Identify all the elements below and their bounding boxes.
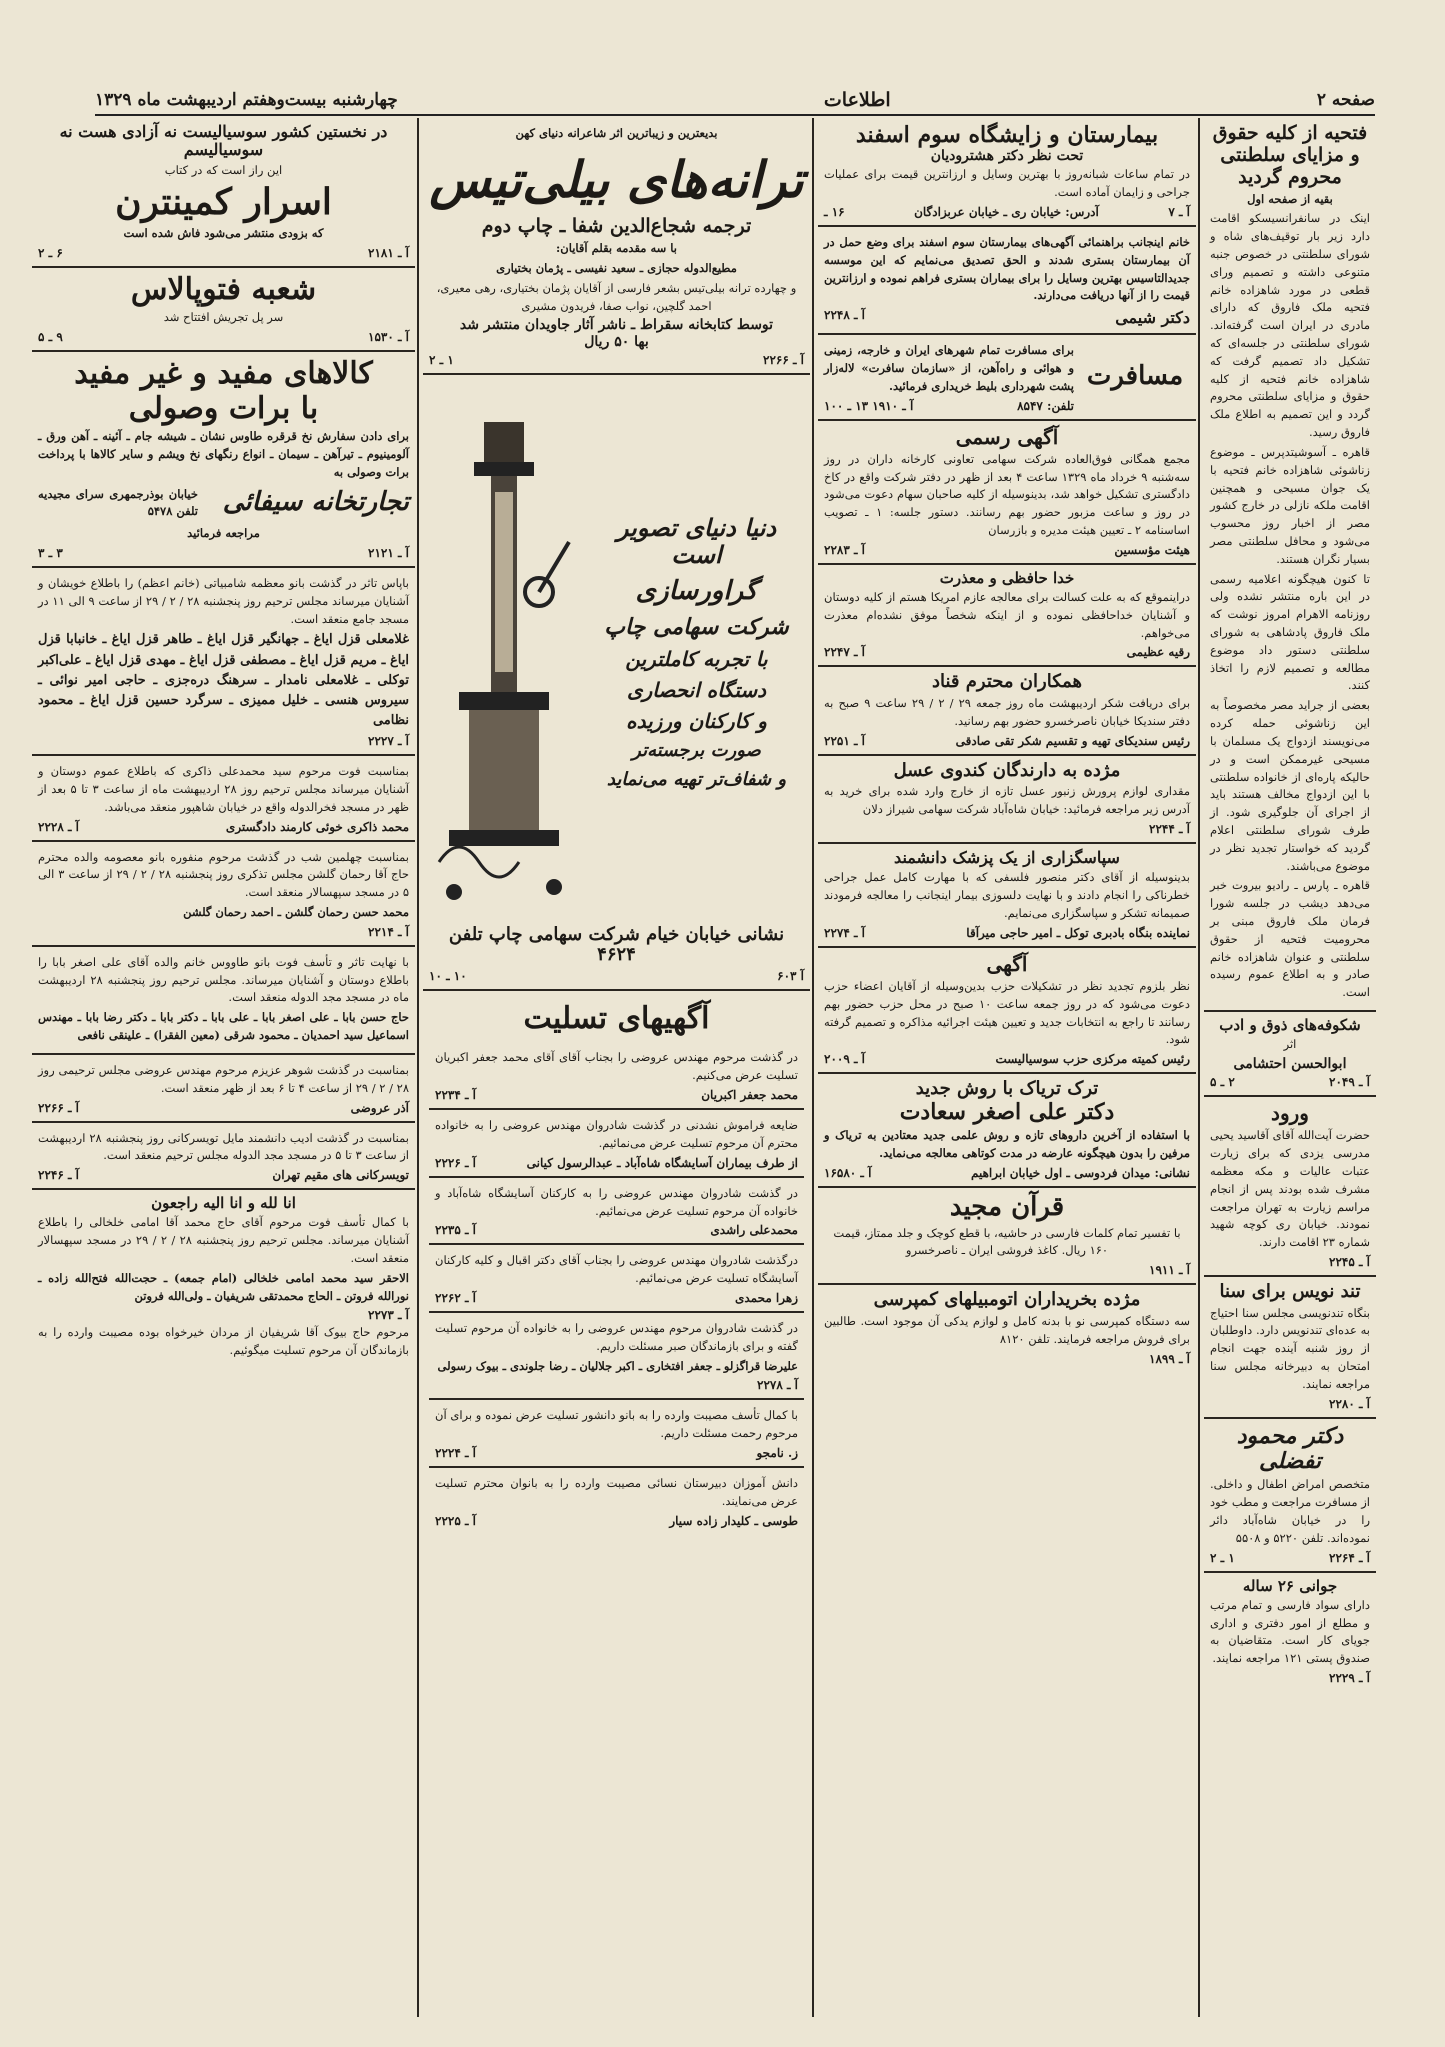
doctor-ad <box>1204 1419 1376 1573</box>
ad-title: مژده بخریداران اتومبیلهای کمپرسی <box>873 1289 1141 1311</box>
notice-footer: رئیس سندیکای تهیه و تقسیم شکر تقی صادقی آ ـ ۲۲۵۱ <box>824 733 1190 748</box>
notice-body: بمناسبت در گذشت ادیب دانشمند مایل تویسرکانی روز پنجشنبه ۲۸ اردیبهشت از ساعت ۳ تا ۵ در مسجد مجد الدوله مجلس ترحیم منعقد است. <box>38 1130 409 1163</box>
company-name: تجارتخانه سیفائی <box>222 487 409 518</box>
ad-author: ابوالحسن احتشامی <box>1233 1056 1347 1073</box>
notice-body: برای دریافت شکر اردیبهشت ماه روز جمعه ۲۹ / ۲ / ۲۹ ساعت ۹ صبح به دفتر سندیکا خیابان ناصرخسرو حضور بهم رسانید. <box>824 696 1191 728</box>
condolence-code: آ ـ ۲۲۷۸ <box>757 1378 798 1393</box>
slogan-line: و کارکنان ورزیده <box>626 709 767 734</box>
condolence-footer: طوسی ـ کلیدار زاده سیار آ ـ ۲۲۲۵ <box>435 1513 798 1528</box>
notice-names: غلامعلی قزل ایاغ ـ جهانگیر قزل ایاغ ـ طاهر قزل ایاغ ـ خانبابا قزل ایاغ ـ مریم قزل ایاغ ـ مصطفی قزل ایاغ ـ مهدی قزل ایاغ ـ علی‌اکبر توکلی ـ غلامعلی نامدار ـ سرهنگ دره‌جزی ـ حاجی امیر نوائی ـ سیروس هنسی ـ خلیل ممیزی ـ سرگرد حسین قزل ایاغ ـ محمود نظامی <box>38 632 409 728</box>
thanks-notice <box>818 844 1196 948</box>
hospital-ad <box>818 118 1196 227</box>
newspaper-name: اطلاعات <box>823 89 891 111</box>
opium-treatment-ad <box>818 1074 1196 1188</box>
notice-names: حاج حسن بابا ـ علی اصغر بابا ـ علی بابا ـ دکتر بابا ـ دکتر رضا بابا ـ مهندس اسماعیل سید احمدیان ـ محمود شرقی (معین الفقرا) ـ علینقی نافعی <box>38 1010 409 1043</box>
ad-body: بنگاه تندنویسی مجلس سنا احتیاج به عده‌ای تندنویس دارد. داوطلبان از روز شنبه آینده جهت انجام امتحان به دبیرخانه مجلس سنا مراجعه نمایند. <box>1210 1305 1370 1391</box>
ad-end: مراجعه فرمائید <box>187 526 260 541</box>
slogan-line: شرکت سهامی چاپ <box>604 613 789 640</box>
notice-footer: محمد ذاکری خوئی کارمند دادگستری آ ـ ۲۲۲۸ <box>38 819 409 834</box>
condolence-body: در گذشت مرحوم مهندس عروضی را بجناب آقای آقای محمد جعفر اکبریان تسلیت عرض می‌کنیم. <box>435 1050 798 1083</box>
article-headline: فتحیه از کلیه حقوق و مزایای سلطنتی محروم گردید <box>1212 122 1368 188</box>
notice-body: بمناسبت فوت مرحوم سید محمدعلی ذاکری که باطلاع عموم دوستان و آشنایان میرساند مجلس ترحیم روز ۲۸ اردیبهشت ماه از ساعت ۳ تا ۵ بعد از ظهر در مسجد فخرالدوله واقع در خیابان شاهپور منعقد می‌باشد. <box>38 764 409 814</box>
notice-body: باپاس تاثر در گذشت بانو معظمه شامبیاتی (خانم اعظم) را باطلاع خویشان و آشنایان میرساند مجلس ترحیم روز پنجشنبه ۲۸ / ۲ / ۲۹ از ساعت ۹ الی ۱۱ در مسجد جامع منعقد است. <box>38 575 409 626</box>
page-number: صفحه ۲ <box>1316 90 1375 110</box>
condolence-item <box>429 1245 804 1313</box>
condolence-item <box>429 1468 804 1534</box>
ad-subtitle: تحت نظر دکتر هشترودیان <box>930 148 1084 165</box>
ad-title: قرآن مجید <box>949 1191 1065 1222</box>
notice-title: آگهی <box>986 951 1028 976</box>
ad-body: برای مسافرت تمام شهرهای ایران و خارجه، زمینی و هوائی و راه‌آهن، از «سازمان سافرت» لاله‌زار پشت شهرداری بلیط خریداری فرمائید. <box>824 343 1074 393</box>
ad-names: مطیع‌الدوله حجازی ـ سعید نفیسی ـ پژمان بختیاری <box>496 260 737 275</box>
confectioners-notice <box>818 667 1196 755</box>
ad-publisher: توسط کتابخانه سقراط ـ ناشر آثار جاویدان منتشر شد <box>459 317 774 334</box>
notice-body: نظر بلزوم تجدید نظر در تشکیلات حزب بدین‌وسیله از آقایان اعضاء حزب دعوت می‌شود که در روز جمعه ساعت ۱۰ صبح در محل حزب حضور بهم رسانند تا راجع به انتخابات جدید و تعیین هیئت اجرائیه مذاکره و تصمیم گرفته شود. <box>824 978 1190 1047</box>
notice-title: انا لله و انا الیه راجعون <box>151 1194 296 1213</box>
ad-code: آ ـ ۱۹۱۱ <box>1149 1263 1190 1278</box>
ad-title: اسرار کمینترن <box>115 180 332 223</box>
doctor-name: دکتر محمود تفضلی <box>1236 1422 1344 1474</box>
photo-palace-ad <box>32 268 415 352</box>
ad-title: ترانه‌های بیلی‌تیس <box>429 149 804 209</box>
notice-signers: محمد حسن رحمان گلشن ـ احمد رحمان گلشن <box>183 905 409 919</box>
ad-translator: ترجمه شجاع‌الدین شفا ـ چاپ دوم <box>481 215 752 238</box>
ad-body: خانم اینجانب براهنمائی آگهی‌های بیمارستان سوم اسفند برای وضع حمل در آن بیمارستان بستری شدند و الحق تصدیق می‌نمایم که این موسسه جدیدالتاسیس بهترین وسایل را برای بیماران بستری فراهم نموده و ارزانترین قیمت را از آنها دریافت می‌دارند. <box>824 235 1190 303</box>
ad-address: نشانی خیابان خیام شرکت سهامی چاپ تلفن ۴۶۲۴ <box>448 923 785 966</box>
farewell-notice <box>818 565 1196 668</box>
ad-footer: آ ـ ۷ آدرس: خیابان ری ـ خیابان عربزادگان ۱۶ ـ <box>824 205 1190 220</box>
comintern-book-ad <box>32 118 415 268</box>
memorial-notice <box>32 1123 415 1191</box>
ad-body: با استفاده از آخرین داروهای تازه و روش علمی جدید معتادین به تریاک و مرفین را بدون هیچگونه عارضه در مدت کوتاهی معالجه می‌نماید. <box>824 1128 1190 1160</box>
column-divider <box>417 118 419 2017</box>
ad-body: با تفسیر تمام کلمات فارسی در حاشیه، با قطع کوچک و جلد ممتاز، قیمت ۱۶۰ ریال. کاغذ فروشی ایران ـ ناصرخسرو <box>833 1225 1181 1258</box>
issue-date: چهارشنبه بیست‌وهفتم اردیبهشت ماه ۱۳۲۹ <box>95 90 398 110</box>
notice-title: همکاران محترم قناد <box>931 671 1083 693</box>
condolence-footer: محمد جعفر اکبریان آ ـ ۲۲۳۴ <box>435 1088 798 1103</box>
notice-footer: رئیس کمیته مرکزی حزب سوسیالیست آ ـ ۲۰۰۹ <box>824 1052 1190 1067</box>
slogan-line: با تجربه کاملترین <box>625 647 768 672</box>
fathieh-article <box>1204 118 1376 1012</box>
ad-title: ترک تریاک با روش جدید <box>915 1078 1099 1100</box>
testimonial-ad <box>818 227 1196 335</box>
notice-body: مجمع همگانی فوق‌العاده شرکت سهامی تعاونی کارخانه داران در روز سه‌شنبه ۹ خرداد ماه ۱۳۲۹ ساعت ۴ بعد از ظهر در دفتر شرکت واقع در کاخ دادگستری تشکیل خواهد شد، بدینوسیله از کلیه صاحبان سهام دعوت می‌شود در روز و ساعت مزبور حضور بهم رسانند. دستور جلسه: ۱ ـ تصویب اساسنامه ۲ ـ تعیین هیئت مدیره و بازرسان <box>824 451 1190 537</box>
ad-footer: نشانی: میدان فردوسی ـ اول خیابان ابراهیم آ ـ ۱۶۵۸۰ <box>824 1165 1190 1180</box>
ad-title: جوانی ۲۶ ساله <box>1242 1576 1338 1595</box>
ad-tagline: در نخستین کشور سوسیالیست نه آزادی هست نه سوسیالیسم <box>59 122 388 160</box>
condolence-item <box>429 1110 804 1178</box>
goods-ad <box>32 352 415 568</box>
memorial-notice <box>32 842 415 947</box>
condolence-footer: از طرف بیماران آسایشگاه شاه‌آباد ـ عبدالرسول کیانی آ ـ ۲۲۲۶ <box>435 1155 798 1170</box>
notice-footer: تویسرکانی های مقیم تهران آ ـ ۲۲۴۶ <box>38 1168 409 1183</box>
notice-body: با کمال تأسف فوت مرحوم آقای حاج محمد آقا امامی خلخالی را باطلاع آشنایان میرساند. مجلس ترحیم روز پنجشنبه ۲۸ / ۲ / ۲۹ در مسجد سپهسالار منعقد است. <box>38 1215 409 1265</box>
article-continuation: بقیه از صفحه اول <box>1247 191 1333 206</box>
ad-code: آ ـ ۲۱۲۱ ۳ ـ ۳ <box>38 545 409 560</box>
memorial-notice <box>32 568 415 756</box>
ad-code: آ ـ ۲۲۶۴ ۱ ـ ۲ <box>1210 1550 1370 1565</box>
ad-body: سه دستگاه کمپرسی نو با بدنه کامل و لوازم یدکی آن موجود است. طالبین برای فروش مراجعه فرمایند. تلفن ۸۱۲۰ <box>824 1313 1190 1346</box>
book-ad-shokufeh <box>1204 1012 1376 1097</box>
ad-body: که بزودی منتشر می‌شود فاش شده است <box>123 225 324 240</box>
article-body: اینک در سانفرانسیسکو اقامت دارد زیر بار توقیف‌های شاه و شورای سلطنتی در خصوص جنبه متنوعی داشته و تصمیم ورای قطعی در مورد شاهزاده خانم فتحیه ملک فاروق که دارای مادری در ایران است گرفته‌اند. شورای سلطنتی در جلسه‌ای که تشکیل داد تصمیم گرفت که شاهزاده خانم فتحیه از کلیه حقوق و مزایای سلطنتی محروم گردد و این تصمیم به اطلاع ملک فاروق رسید. <box>1210 211 1370 440</box>
column-left <box>32 118 415 2017</box>
notice-body: بمناسبت در گذشت شوهر عزیزم مرحوم مهندس عروضی مجلس ترحیمی روز ۲۸ / ۲ / ۲۹ از ساعت ۴ تا ۶ بعد از ظهر منعقد است. <box>38 1062 409 1095</box>
ad-code: آ ـ ۲۰۴۹ ۲ ـ ۵ <box>1210 1075 1370 1090</box>
ad-subtitle: با برات وصولی <box>128 390 319 426</box>
condolence-footer: ز. نامجو آ ـ ۲۲۲۴ <box>435 1446 798 1461</box>
ad-extra: و چهارده ترانه بیلی‌تیس بشعر فارسی از آقایان پژمان بختیاری، رهی معیری، احمد گلچین، نواب صفا، فریدون مشیری <box>436 280 797 313</box>
article-paragraph: بعضی از جراید مصر مخصوصاً به این زناشوئی حمله کرده می‌نویسند ازدواج یک مسلمان با مسیحی غیرممکن است و در حالیکه پاره‌ای از خانواده سلطنتی با این ازدواج مخالف هستند باید از اجرای آن جلوگیری شود. از طرف شورای سلطنتی اعلام گردید که خواستار تجدید نظر در موضوع می‌باشند. <box>1210 698 1370 873</box>
article-paragraph: تا کنون هیچگونه اعلامیه رسمی در این باره منتشر نشده ولی روزنامه الاهرام امروز نوشت که ملک فاروق پادشاهی به شورای سلطنتی دستور داد موضوع مطالعه و تصمیم لازم را اتخاذ کنند. <box>1210 571 1370 693</box>
slogan-line: صورت برجسته‌تر <box>632 740 761 762</box>
printing-slogans <box>589 514 804 791</box>
printing-company-ad <box>423 375 810 991</box>
ad-title: مسافرت <box>1086 360 1184 391</box>
notice-footer: رقیه عظیمی آ ـ ۲۲۴۷ <box>824 645 1190 660</box>
ad-price: بها ۵۰ ریال <box>584 333 649 350</box>
column-divider <box>1198 118 1200 2017</box>
notice-title: ورود <box>1271 1101 1309 1126</box>
official-notice <box>818 421 1196 565</box>
column-divider <box>812 118 814 2017</box>
printing-press-illustration <box>429 392 579 912</box>
notice-body: دراینموقع که به علت کسالت برای معالجه عازم امریکا هستم از کلیه دوستان و آشنایان خداحافظی نموده و از اینکه شخصاً موفق نشده‌ام معذرت می‌خواهم. <box>824 590 1190 640</box>
ad-footer: دکتر شیمی آ ـ ۲۲۴۸ <box>824 308 1190 328</box>
doctor-body: متخصص امراض اطفال و داخلی. از مسافرت مراجعت و مطب خود را در خیابان شاه‌آباد دائر نموده‌اند. تلفن ۵۲۲۰ و ۵۵۰۸ <box>1210 1477 1370 1545</box>
condolence-item <box>429 1178 804 1246</box>
notice-footer: آذر عروضی آ ـ ۲۲۶۶ <box>38 1100 409 1115</box>
notice-body: بدینوسیله از آقای دکتر منصور فلسفی که با مهارت کامل عمل جراحی خطرناکی را انجام دادند و با نهایت دلسوزی بیمار اینجانب را معالجه فرمودند صمیمانه تشکر و سپاسگزاری می‌نمایم. <box>824 870 1190 921</box>
beekeeping-ad <box>818 756 1196 844</box>
job-seeker-ad <box>1204 1573 1376 1692</box>
condolence-body: با کمال تأسف مصیبت وارده را به بانو دانشور تسلیت عرض نموده و برای آن مرحوم رحمت مسئلت داریم. <box>435 1408 798 1441</box>
notice-end: مرحوم حاج بیوک آقا شریفیان از مردان خیرخواه بوده مصیبت وارده را به بازماندگان آن مرحوم تسلیت میگوئیم. <box>38 1325 409 1358</box>
taraneh-book-ad <box>423 118 810 375</box>
ad-title: مژده به دارندگان کندوی عسل <box>893 759 1121 781</box>
notice-body: بمناسبت چهلمین شب در گذشت مرحوم منفوره بانو معصومه والده محترم حاج آقا رحمان گلشن مجلس تذکری روز پنجشنبه ۲۸ / ۲ / ۲۹ از ساعت ۳ الی ۵ در مسجد سپهسالار منعقد است. <box>38 849 410 900</box>
notice-code: آ ـ ۲۲۷۳ <box>368 1308 409 1323</box>
ad-title: کالاهای مفید و غیر مفید <box>74 356 373 392</box>
doctor-name: دکتر علی اصغر سعادت <box>899 1098 1115 1125</box>
notice-title: خدا حافظی و معذرت <box>939 568 1075 587</box>
stenographer-ad <box>1204 1277 1376 1419</box>
condolence-body: دانش آموزان دبیرستان نسائی مصیبت وارده را به بانوان محترم تسلیت عرض می‌نمایند. <box>435 1476 798 1508</box>
ad-body: برای دادن سفارش نخ قرقره طاوس نشان ـ شیشه جام ـ آئینه ـ آهن ورق ـ آلومینیوم ـ تیرآهن ـ سیمان ـ انواع رنگهای نخ ویشم و سایر کالاها با پرداخت برات وصولی به <box>38 429 409 479</box>
ad-tagline: بدیعترین و زیباترین اثر شاعرانه دنیای کهن <box>515 126 718 140</box>
ad-title: تند نویس برای سنا <box>1219 1280 1361 1302</box>
party-notice <box>818 948 1196 1074</box>
truck-ad <box>818 1285 1196 1371</box>
ad-code: آ ۶۰۳ ۱۰ ـ ۱۰ <box>429 968 804 983</box>
ad-title: بیمارستان و زایشگاه سوم اسفند <box>855 122 1159 148</box>
ad-body: در تمام ساعات شبانه‌روز با بهترین وسایل و ارزانترین قیمت برای عملیات جراحی و زایمان آماده است. <box>824 167 1190 200</box>
memorial-notice <box>32 947 415 1055</box>
ad-subtitle: اثر <box>1283 1037 1297 1052</box>
page-header <box>95 86 1375 116</box>
company-address: خیابان بوذرجمهری سرای مجیدیه تلفن ۵۴۷۸ <box>38 486 198 519</box>
slogan-line: دنیا دنیای تصویر است <box>616 512 777 570</box>
condolence-body: در گذشت شادروان مهندس عروضی را به کارکنان آسایشگاه شاه‌آباد و خانواده آن مرحوم تسلیت عرض می‌نمائیم. <box>435 1185 798 1218</box>
arrival-notice <box>1204 1097 1376 1277</box>
condolence-footer: زهرا محمدی آ ـ ۲۲۶۲ <box>435 1290 798 1305</box>
notice-body: با نهایت تاثر و تأسف فوت بانو طاووس خانم والده آقای علی اصغر بابا را باطلاع دوستان و آشنایان میرساند. مجلس ترحیم روز پنجشنبه ۲۸ اردیبهشت ماه در مسجد مجد الدوله منعقد است. <box>38 954 409 1005</box>
notice-code: آ ـ ۲۲۱۴ <box>368 924 409 939</box>
ad-body: دارای سواد فارسی و تمام مرتب و مطلع از امور دفتری و اداری جویای کار است. متقاضیان به صندوق پستی ۱۲۱ مراجعه نمایند. <box>1210 1597 1370 1666</box>
condolence-body: درگذشت شادروان مهندس عروضی را بجناب آقای دکتر اقبال و کلیه کارکنان آسایشگاه تسلیت عرض می‌نمائیم. <box>435 1253 798 1286</box>
ad-title: شکوفه‌های ذوق و ادب <box>1219 1016 1361 1035</box>
condolence-body: ضایعه فراموش نشدنی در گذشت شادروان مهندس عروضی را به خانواده محترم آن مرحوم تسلیت عرض می‌نمائیم. <box>435 1118 798 1150</box>
ad-footer: تلفن: ۸۵۴۷ آ ـ ۱۹۱۰ ۱۳ ـ ۱۰۰ <box>824 398 1074 413</box>
ad-body: سر پل تجریش افتتاح شد <box>163 310 284 325</box>
article-paragraph: قاهره ـ آسوشیتدپرس ـ موضوع زناشوئی شاهزاده خانم فتحیه با یک جوان مسیحی و همچنین اقامت ملکه نازلی در خارج کشور مصر از اخبار روز محسوب می‌شود و محافل سلطنتی مصر بسیار نگران هستند. <box>1210 444 1370 566</box>
travel-ad <box>818 335 1196 420</box>
notice-names: الاحقر سید محمد امامی خلخالی (امام جمعه) ـ حجت‌الله فتح‌الله زاده ـ نورالله فروتن ـ الحاج محمدتقی شریفیان ـ ولی‌الله فروتن <box>38 1270 409 1303</box>
column-center-right <box>818 118 1196 2017</box>
condolence-signers: علیرضا قراگزلو ـ جعفر افتخاری ـ اکبر جلالیان ـ رضا جلوندی ـ بیوک رسولی <box>437 1358 798 1373</box>
notice-body: حضرت آیت‌الله آقای آقاسید یحیی مدرسی یزدی که برای زیارت عتبات عالیات و مکه معظمه مشرف شده بودند پس از انجام مراسم زیارت به تهران مراجعت نمودند. خیابان ری کوچه شهید شماره ۲۳ اقامت دارند. <box>1210 1128 1370 1250</box>
condolence-item <box>429 1042 804 1110</box>
memorial-notice <box>32 1190 415 1368</box>
memorial-notice <box>32 1055 415 1123</box>
notice-code: آ ـ ۲۲۲۷ <box>368 734 409 749</box>
condolence-footer: محمدعلی راشدی آ ـ ۲۲۳۵ <box>435 1223 798 1238</box>
ad-code: آ ـ ۲۲۶۶ ۱ ـ ۲ <box>429 352 804 367</box>
ad-code: آ ـ ۲۱۸۱ ۶ ـ ۲ <box>38 245 409 260</box>
column-right <box>1204 118 1376 2017</box>
ad-code: آ ـ ۲۲۸۰ <box>1329 1396 1370 1411</box>
ad-code: آ ـ ۲۲۲۹ <box>1329 1671 1370 1686</box>
slogan-line: دستگاه انحصاری <box>626 678 767 703</box>
section-title: آگهیهای تسلیت <box>523 1000 710 1036</box>
condolence-item <box>429 1400 804 1468</box>
ad-code: آ ـ ۲۲۴۴ <box>1149 822 1190 837</box>
quran-ad <box>818 1188 1196 1286</box>
condolence-body: در گذشت شادروان مرحوم مهندس عروضی را به خانواده آن مرحوم تسلیت گفته و برای بازماندگان صبر مسئلت داریم. <box>435 1320 798 1353</box>
condolence-item <box>429 1313 804 1400</box>
notice-code: آ ـ ۲۲۴۵ <box>1329 1254 1370 1269</box>
article-paragraph: قاهره ـ پارس ـ رادیو بیروت خبر می‌دهد دیشب در جلسه شورا فرمان ملک فاروق مبنی بر محرومیت فتحیه از حقوق سلطنتی و عنوان شاهزاده خانم صادر و به اطلاع عموم رسیده است. <box>1210 878 1370 1000</box>
column-center-left <box>423 118 810 2017</box>
slogan-line: و شفاف‌تر تهیه می‌نماید <box>606 768 787 790</box>
ad-code: آ ـ ۱۸۹۹ <box>1149 1351 1190 1366</box>
slogan-line: گراورسازی <box>635 575 758 606</box>
notice-title: آگهی رسمی <box>955 424 1059 449</box>
ad-subtitle: این راز است که در کتاب <box>164 162 283 177</box>
notice-title: سپاسگزاری از یک پزشک دانشمند <box>894 848 1120 868</box>
memorial-notice <box>32 756 415 841</box>
ad-intro: با سه مقدمه بقلم آقایان: <box>556 241 677 256</box>
condolence-section <box>423 991 810 1540</box>
ad-body: مقداری لوازم پرورش زنبور عسل تازه از خارج وارد شده برای خرید به آدرس زیر مراجعه فرمائید: خیابان شاه‌آباد شرکت سهامی شیراز دلان <box>824 784 1190 817</box>
notice-footer: هیئت مؤسسین آ ـ ۲۲۸۳ <box>824 542 1190 557</box>
notice-footer: نماینده بنگاه بادبری توکل ـ امیر حاجی میرآقا آ ـ ۲۲۷۴ <box>824 925 1190 940</box>
ad-title: شعبه فتوپالاس <box>130 271 317 307</box>
ad-code: آ ـ ۱۵۳۰ ۹ ـ ۵ <box>38 330 409 345</box>
